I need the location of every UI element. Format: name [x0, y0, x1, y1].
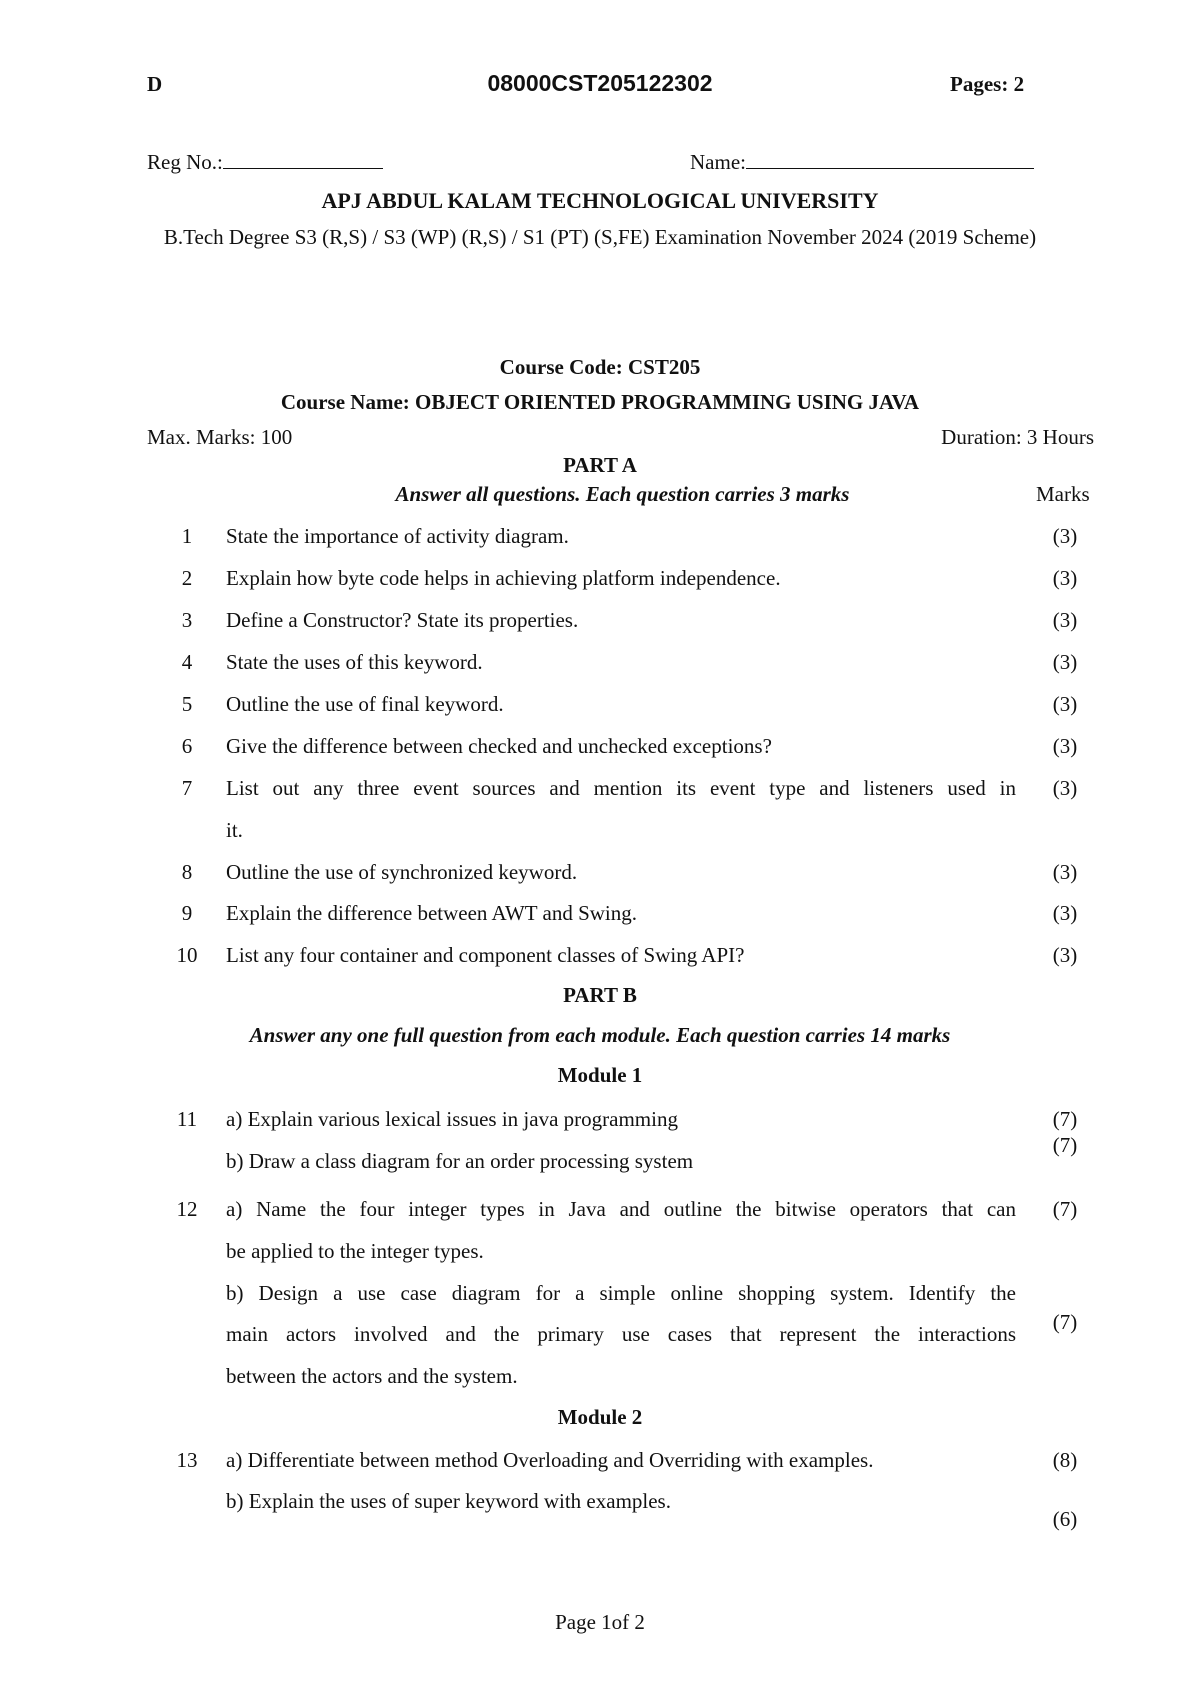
question-13b-marks: (6): [1052, 1507, 1078, 1531]
question-12b-marks: (7): [1052, 1310, 1078, 1334]
question-number: 7: [181, 776, 193, 800]
question-11b-marks: (7): [1052, 1133, 1078, 1157]
question-marks: (3): [1052, 524, 1078, 548]
question-text: Explain how byte code helps in achieving platform independence.: [226, 566, 781, 590]
part-b-title: PART B: [563, 983, 637, 1007]
pages-count: Pages: 2: [950, 72, 1025, 96]
question-number: 11: [176, 1107, 198, 1131]
max-marks: Max. Marks: 100: [147, 425, 293, 449]
question-12b-line-3: between the actors and the system.: [226, 1364, 518, 1388]
question-number: 8: [181, 860, 193, 884]
page-footer: Page 1of 2: [555, 1610, 645, 1634]
question-text: State the uses of this keyword.: [226, 650, 483, 674]
question-number: 9: [181, 901, 193, 925]
question-text: Outline the use of final keyword.: [226, 692, 504, 716]
question-11a-marks: (7): [1052, 1107, 1078, 1131]
name-label: Name:: [690, 150, 746, 174]
question-text-line-2: it.: [226, 818, 243, 842]
question-text-line-1: List out any three event sources and mention its event type and listeners used in: [226, 776, 1016, 800]
question-number: 3: [181, 608, 193, 632]
course-name: Course Name: OBJECT ORIENTED PROGRAMMING USING JAVA: [280, 390, 920, 414]
marks-header: Marks: [1036, 482, 1090, 506]
question-text: Outline the use of synchronized keyword.: [226, 860, 578, 884]
set-label: D: [147, 72, 163, 96]
reg-no-blank: [223, 150, 383, 169]
question-number: 6: [181, 734, 193, 758]
exam-line: B.Tech Degree S3 (R,S) / S3 (WP) (R,S) / S1 (PT) (S,FE) Examination November 2024 (2019 Scheme): [163, 225, 1037, 249]
module-2-title: Module 2: [557, 1405, 643, 1429]
question-text: List any four container and component classes of Swing API?: [226, 943, 745, 967]
reg-no-field: [147, 150, 383, 175]
question-marks: (3): [1052, 608, 1078, 632]
question-marks: (3): [1052, 566, 1078, 590]
question-marks: (3): [1052, 943, 1078, 967]
question-text: Explain the difference between AWT and Swing.: [226, 901, 637, 925]
question-12a-line-2: be applied to the integer types.: [226, 1239, 484, 1263]
module-1-title: Module 1: [557, 1063, 643, 1087]
question-number: 13: [176, 1448, 198, 1472]
question-12b-line-2: main actors involved and the primary use cases that represent the interactions: [226, 1322, 1016, 1346]
paper-code: 08000CST205122302: [487, 70, 713, 96]
course-code: Course Code: CST205: [499, 355, 701, 379]
part-a-title: PART A: [563, 453, 637, 477]
question-12b-line-1: b) Design a use case diagram for a simple online shopping system. Identify the: [226, 1281, 1016, 1305]
question-13a-marks: (8): [1052, 1448, 1078, 1472]
question-text: Give the difference between checked and unchecked exceptions?: [226, 734, 772, 758]
name-blank: [746, 150, 1034, 169]
question-11a-text: a) Explain various lexical issues in java programming: [226, 1107, 678, 1131]
question-number: 4: [181, 650, 193, 674]
question-13a-text: a) Differentiate between method Overloading and Overriding with examples.: [226, 1448, 874, 1472]
question-marks: (3): [1052, 776, 1078, 800]
question-number: 5: [181, 692, 193, 716]
part-a-instruction: Answer all questions. Each question carries 3 marks: [395, 482, 850, 506]
reg-no-label: Reg No.:: [147, 150, 223, 174]
duration: Duration: 3 Hours: [941, 425, 1094, 449]
question-11b-text: b) Draw a class diagram for an order processing system: [226, 1149, 694, 1173]
name-field: [690, 150, 1034, 175]
question-12a-marks: (7): [1052, 1197, 1078, 1221]
question-number: 10: [176, 943, 198, 967]
question-marks: (3): [1052, 734, 1078, 758]
question-text: State the importance of activity diagram.: [226, 524, 569, 548]
question-number: 12: [176, 1197, 198, 1221]
question-marks: (3): [1052, 692, 1078, 716]
question-12a-line-1: a) Name the four integer types in Java and outline the bitwise operators that can: [226, 1197, 1016, 1221]
question-marks: (3): [1052, 901, 1078, 925]
question-text: Define a Constructor? State its properties.: [226, 608, 579, 632]
part-b-instruction: Answer any one full question from each module. Each question carries 14 marks: [249, 1023, 951, 1047]
question-marks: (3): [1052, 650, 1078, 674]
question-marks: (3): [1052, 860, 1078, 884]
question-number: 2: [181, 566, 193, 590]
university-name: APJ ABDUL KALAM TECHNOLOGICAL UNIVERSITY: [321, 188, 879, 213]
question-number: 1: [181, 524, 193, 548]
question-13b-text: b) Explain the uses of super keyword with examples.: [226, 1489, 671, 1513]
